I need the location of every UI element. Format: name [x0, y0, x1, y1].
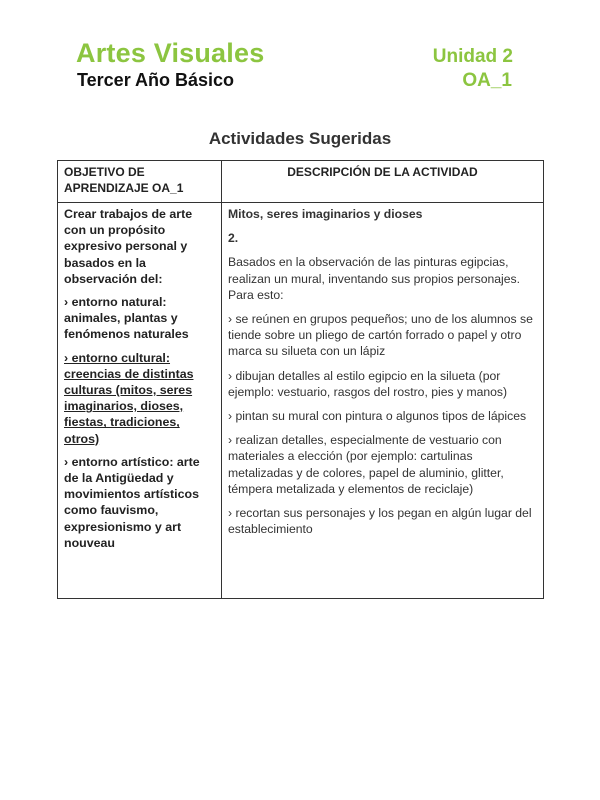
objective-item-cultural: › entorno cultural: creencias de distintas culturas (mitos, seres imaginarios, dioses, fiestas, tradiciones, otros) — [64, 350, 194, 446]
table-header-row — [58, 161, 544, 203]
document-title: Artes Visuales — [76, 38, 265, 68]
activity-number: 2. — [228, 231, 239, 246]
objective-intro: Crear trabajos de arte con un propósito expresivo personal y basados en la observación del: — [64, 207, 193, 286]
activity-step: › dibujan detalles al estilo egipcio en la silueta (por ejemplo: vestuario, rasgos del rostro, pies y manos) — [228, 368, 508, 399]
activity-intro: Basados en la observación de las pinturas egipcias, realizan un mural, inventando sus propios personajes. Para esto: — [228, 255, 520, 302]
activity-step: › se reúnen en grupos pequeños; uno de los alumnos se tiende sobre un pliego de cartón forrado o papel y otro marca su silueta con un lápiz — [228, 312, 533, 359]
activity-step: › pintan su mural con pintura o algunos tipos de lápices — [228, 409, 527, 424]
activity-step: › recortan sus personajes y los pegan en algún lugar del establecimiento — [228, 506, 532, 537]
objective-cell — [58, 203, 222, 599]
table-row — [58, 203, 544, 599]
objective-item-natural: › entorno natural: animales, plantas y fenómenos naturales — [64, 295, 189, 342]
activity-header: DESCRIPCIÓN DE LA ACTIVIDAD — [222, 161, 544, 203]
section-title: Actividades Sugeridas — [208, 129, 392, 148]
objective-item-artistic: › entorno artístico: arte de la Antigüedad y movimientos artísticos como fauvismo, expresionismo y art nouveau — [64, 454, 200, 550]
unit-label: Unidad 2 — [432, 46, 513, 67]
oa-label: OA_1 — [462, 70, 512, 91]
activities-table — [57, 160, 544, 599]
grade-subtitle: Tercer Año Básico — [77, 70, 235, 90]
objective-header: OBJETIVO DE APRENDIZAJE OA_1 — [58, 161, 222, 203]
activity-step: › realizan detalles, especialmente de vestuario con materiales a elección (por ejemplo: cartulinas metalizadas y de colores, papel de aluminio, glitter, témpera metalizada y elementos de reciclaje) — [228, 433, 504, 496]
activity-title: Mitos, seres imaginarios y dioses — [228, 207, 423, 221]
activity-cell — [222, 203, 544, 599]
